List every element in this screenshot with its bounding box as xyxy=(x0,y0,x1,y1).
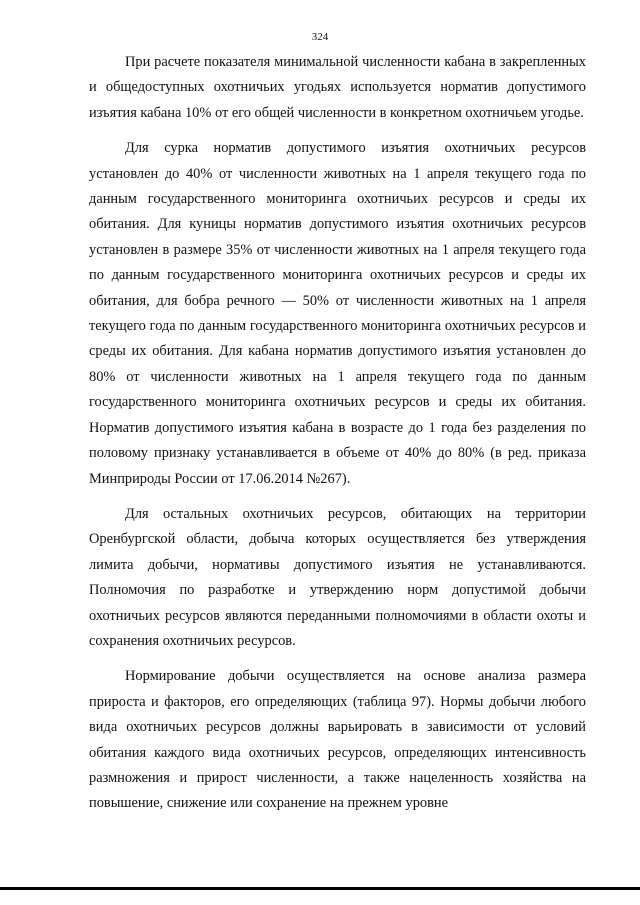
paragraph-boar-minimum: При расчете показателя минимальной численности кабана в закрепленных и общедоступных охотничьих угодьях используется норматив допустимого изъятия кабана 10% от его общей численности в конкретном охотничьем угодье. xyxy=(89,54,586,121)
paragraph-harvest-norms: Для сурка норматив допустимого изъятия охотничьих ресурсов установлен до 40% от численности животных на 1 апреля текущего года по данным государственного мониторинга охотничьих ресурсов и среды их обитания. Для куницы норматив допустимого изъятия охотничьих ресурсов установлен в размере 35% от численности животных на 1 апреля текущего года по данным государственного мониторинга охотничьих ресурсов и среды их обитания, для бобра речного — 50% от численности животных на 1 апреля текущего года по данным государственного мониторинга охотничьих ресурсов и среды их обитания. Для кабана норматив допустимого изъятия установлен до 80% от численности животных на 1 апреля текущего года по данным государственного мониторинга охотничьих ресурсов и среды их обитания. Норматив допустимого изъятия кабана в возрасте до 1 года без разделения по половому признаку устанавливается в объеме от 40% до 80% (в ред. приказа Минприроды России от 17.06.2014 №267). xyxy=(89,140,586,487)
bottom-rule xyxy=(0,887,640,890)
page-number: 324 xyxy=(311,31,329,43)
document-body xyxy=(89,50,586,817)
paragraph-norm-setting: Нормирование добычи осуществляется на основе анализа размера прироста и факторов, его определяющих (таблица 97). Нормы добычи любого вида охотничьих ресурсов должны варьировать в зависимости от условий обитания каждого вида охотничьих ресурсов, определяющих интенсивность размножения и прирост численности, а также нацеленность хозяйства на повышение, снижение или сохранение на прежнем уровне xyxy=(89,668,586,812)
paragraph-other-resources: Для остальных охотничьих ресурсов, обитающих на территории Оренбургской области, добыча которых осуществляется без утверждения лимита добычи, нормативы допустимого изъятия не устанавливаются. Полномочия по разработке и утверждению норм допустимой добычи охотничьих ресурсов являются переданными полномочиями в области охоты и сохранения охотничьих ресурсов. xyxy=(89,505,586,649)
